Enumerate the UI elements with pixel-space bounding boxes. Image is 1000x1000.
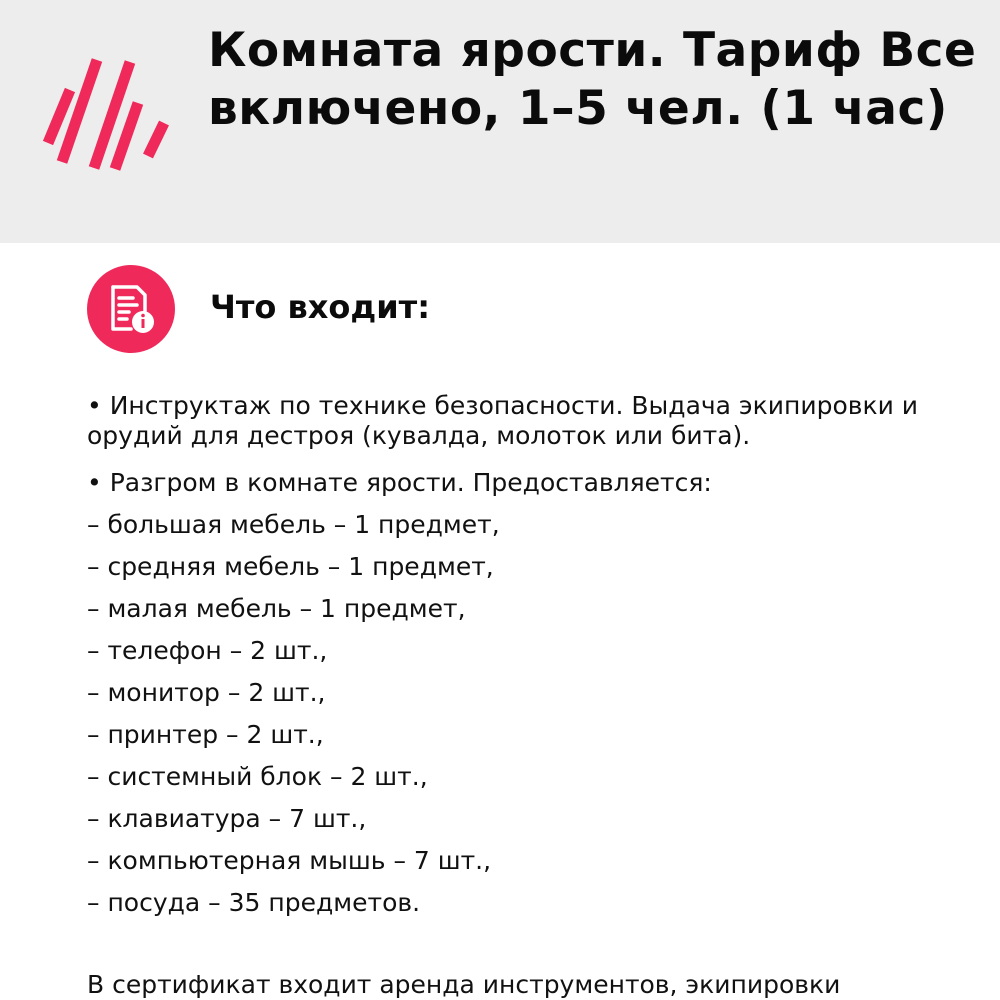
list-item: – принтер – 2 шт., bbox=[87, 720, 324, 749]
section-title: Что входит: bbox=[210, 288, 431, 326]
list-item: – средняя мебель – 1 предмет, bbox=[87, 552, 494, 581]
paragraph-rage-room: • Разгром в комнате ярости. Предоставляется: bbox=[87, 468, 712, 497]
document-info-icon bbox=[87, 265, 175, 353]
list-item: – телефон – 2 шт., bbox=[87, 636, 328, 665]
list-item: – компьютерная мышь – 7 шт., bbox=[87, 846, 492, 875]
paragraph-instructions: • Инструктаж по технике безопасности. Выдача экипировки и орудий для дестроя (кувалда, молоток или бита). bbox=[87, 391, 919, 450]
list-item: – малая мебель – 1 предмет, bbox=[87, 594, 466, 623]
slash-stripes-logo-icon bbox=[40, 50, 175, 175]
list-item: – клавиатура – 7 шт., bbox=[87, 804, 367, 833]
header-banner bbox=[0, 0, 1000, 243]
page-title: Комната ярости. Тариф Все включено, 1–5 чел. (1 час) bbox=[208, 23, 977, 136]
included-list bbox=[87, 391, 967, 924]
certificate-note: В сертификат входит аренда инструментов, экипировки bbox=[87, 970, 841, 999]
list-item: – системный блок – 2 шт., bbox=[87, 762, 428, 791]
list-item: – посуда – 35 предметов. bbox=[87, 888, 421, 917]
list-item: – монитор – 2 шт., bbox=[87, 678, 326, 707]
list-item: – большая мебель – 1 предмет, bbox=[87, 510, 500, 539]
